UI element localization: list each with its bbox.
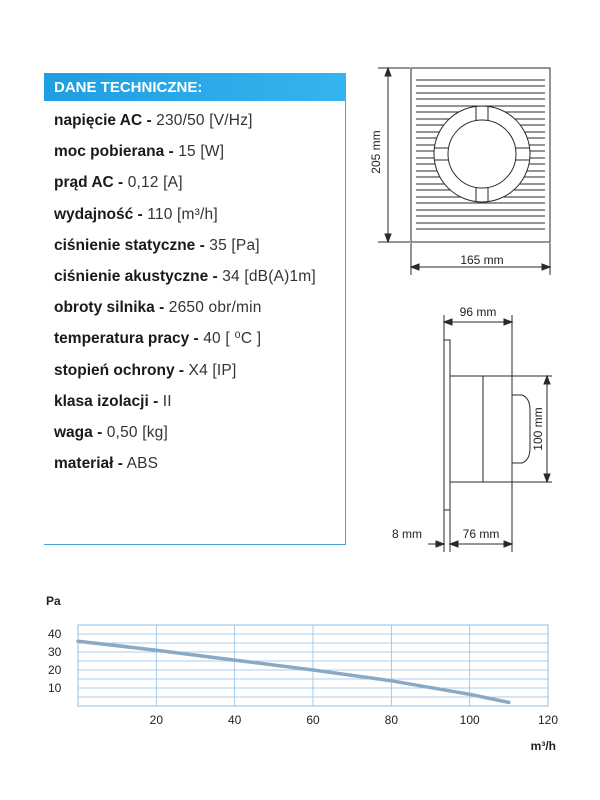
x-tick-label: 60 — [306, 713, 320, 727]
spec-value: X4 [IP] — [184, 361, 237, 379]
pressure-airflow-chart — [0, 585, 600, 760]
spec-power — [54, 140, 316, 171]
spec-value: 34 [dB(A)1m] — [217, 267, 316, 285]
spec-value: II — [158, 392, 172, 410]
x-axis-label: m³/h — [530, 739, 556, 753]
y-tick-label: 30 — [48, 645, 62, 659]
y-axis-label: Pa — [46, 594, 61, 608]
motor-housing — [450, 376, 512, 482]
spec-rpm — [54, 296, 316, 327]
flange — [444, 340, 450, 510]
dim-spigot-label: 76 mm — [462, 527, 500, 541]
dim-width-label: 165 mm — [460, 253, 504, 267]
spec-label: ciśnienie statyczne - — [54, 236, 205, 254]
spec-label: obroty silnika - — [54, 299, 165, 317]
x-tick-label: 100 — [459, 713, 480, 727]
spec-label: moc pobierana - — [54, 143, 174, 161]
spec-label: prąd AC - — [54, 174, 124, 192]
spec-insulation — [54, 390, 316, 421]
spec-weight — [54, 421, 316, 452]
front-view-drawing — [360, 55, 600, 285]
spec-value: 230/50 [V/Hz] — [151, 112, 253, 129]
motor-cap — [512, 395, 530, 463]
specs-header: DANE TECHNICZNE: — [44, 73, 346, 101]
spec-value: 110 [m³/h] — [142, 205, 218, 223]
spec-value: 0,50 [kg] — [102, 423, 168, 441]
spec-value: 15 [W] — [173, 143, 225, 161]
spec-material — [54, 452, 316, 483]
x-tick-label: 80 — [384, 713, 399, 727]
spec-value: 2650 obr/min — [164, 299, 262, 317]
dim-diameter-label: 100 mm — [531, 407, 545, 451]
spec-static-pressure — [54, 234, 316, 265]
spec-value: ABS — [122, 455, 159, 473]
x-tick-label: 120 — [537, 713, 559, 727]
x-tick-label: 40 — [227, 713, 242, 727]
spec-value: 0,12 [A] — [123, 174, 183, 192]
spec-airflow — [54, 203, 316, 234]
spec-label: materiał - — [54, 455, 123, 473]
spec-label: wydajność - — [54, 205, 143, 223]
x-tick-label: 20 — [149, 713, 164, 727]
spec-label: waga - — [54, 423, 103, 441]
spec-noise — [54, 265, 316, 296]
y-tick-label: 10 — [48, 681, 62, 695]
spec-value: 40 [ ⁰C ] — [198, 330, 262, 348]
series-line-pressure — [78, 641, 509, 702]
side-view-drawing — [370, 295, 600, 555]
dim-depth-label: 96 mm — [459, 305, 497, 319]
spec-current — [54, 171, 316, 202]
dim-height-label: 205 mm — [369, 130, 383, 174]
spec-protection — [54, 359, 316, 390]
spec-label: napięcie AC - — [54, 112, 152, 129]
specs-list — [54, 109, 316, 483]
dim-flange-label: 8 mm — [392, 527, 422, 541]
specs-panel — [44, 73, 346, 545]
spec-temperature — [54, 327, 316, 358]
spec-voltage — [54, 109, 316, 140]
y-tick-label: 40 — [48, 627, 62, 641]
spec-label: stopień ochrony - — [54, 361, 185, 379]
spec-value: 35 [Pa] — [204, 236, 260, 254]
spec-label: ciśnienie akustyczne - — [54, 267, 218, 285]
y-tick-label: 20 — [48, 663, 62, 677]
spec-label: temperatura pracy - — [54, 330, 199, 348]
spec-label: klasa izolacji - — [54, 392, 159, 410]
motor-ring-inner — [448, 120, 516, 188]
